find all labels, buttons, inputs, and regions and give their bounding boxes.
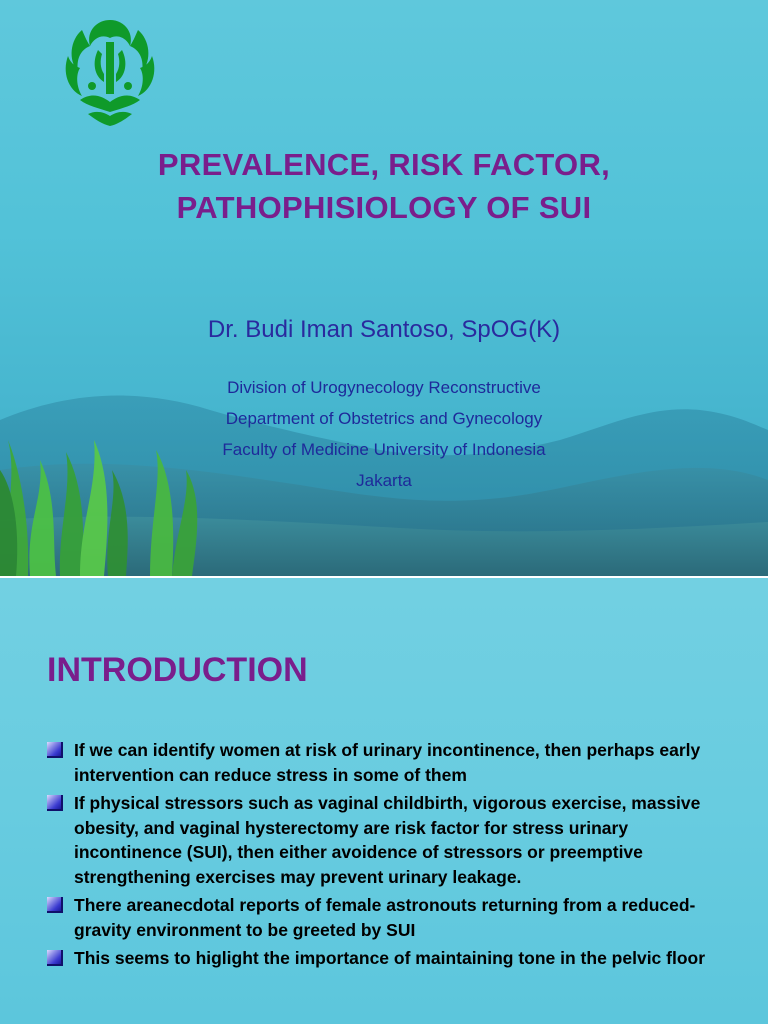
square-bullet-icon (47, 897, 63, 913)
title-line-2: PATHOPHISIOLOGY OF SUI (176, 190, 592, 225)
bullet-item (47, 893, 737, 942)
square-bullet-icon (47, 795, 63, 811)
bullet-text: If we can identify women at risk of urinary incontinence, then perhaps early intervention can reduce stress in some of them (74, 740, 701, 785)
square-bullet-icon (47, 742, 63, 758)
bullet-item (47, 946, 737, 971)
affiliation-city: Jakarta (356, 471, 412, 490)
author-name: Dr. Budi Iman Santoso, SpOG(K) (207, 316, 561, 343)
introduction-slide (0, 578, 768, 1024)
bullet-item (47, 791, 737, 889)
affiliation-block (0, 372, 768, 496)
bullet-item (47, 738, 737, 787)
university-emblem-icon (62, 16, 158, 128)
affiliation-faculty: Faculty of Medicine University of Indonesia (222, 440, 546, 459)
slide-heading: INTRODUCTION (47, 651, 308, 689)
bullet-text: There areanecdotal reports of female astronouts returning from a reduced-gravity environment to be greeted by SUI (74, 895, 696, 940)
square-bullet-icon (47, 950, 63, 966)
affiliation-division: Division of Urogynecology Reconstructive (227, 378, 541, 397)
bullet-text: If physical stressors such as vaginal childbirth, vigorous exercise, massive obesity, and vaginal hysterectomy are risk factor for stress urinary incontinence (SUI), then either avoidence of stressors or preemptive strengthening exercises may prevent urinary leakage. (74, 793, 701, 887)
affiliation-department: Department of Obstetrics and Gynecology (225, 409, 543, 428)
title-line-1: PREVALENCE, RISK FACTOR, (157, 147, 611, 182)
bullet-list (47, 738, 737, 975)
slide-title (0, 143, 768, 229)
bullet-text: This seems to higlight the importance of maintaining tone in the pelvic floor (74, 948, 706, 968)
